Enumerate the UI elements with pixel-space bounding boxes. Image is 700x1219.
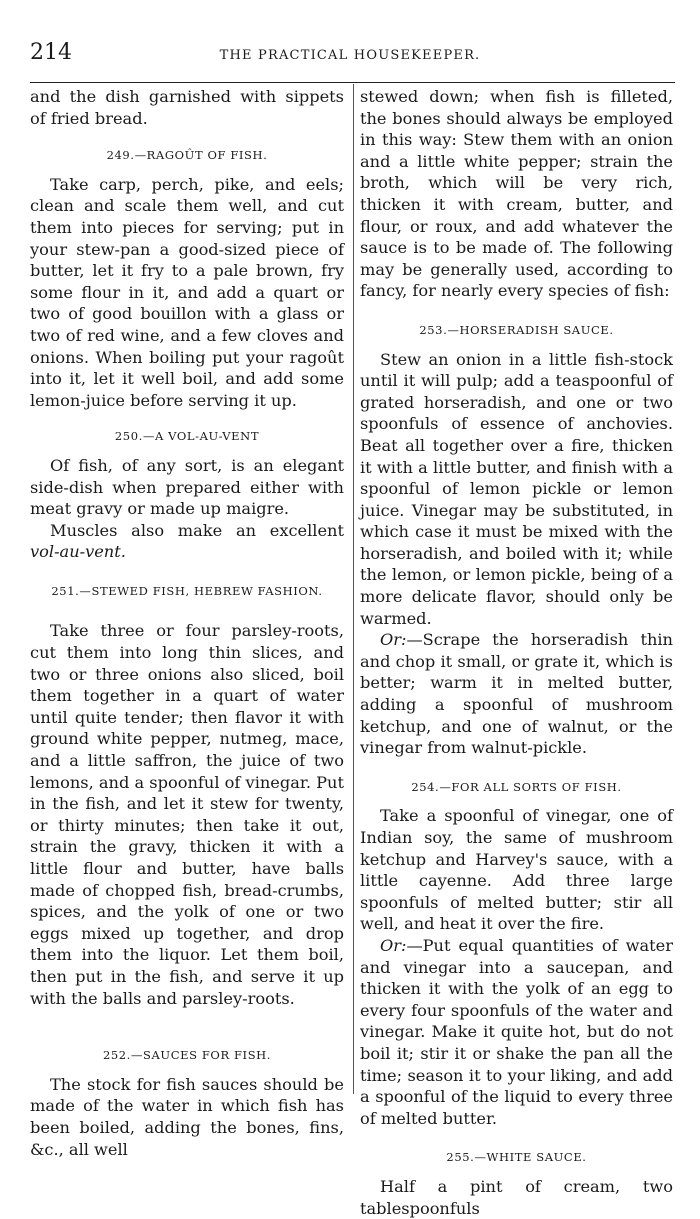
recipe-254-title: 254.—FOR ALL SORTS OF FISH. [411, 779, 622, 794]
page-number: 214 [30, 40, 72, 65]
recipe-253-title: 253.—HORSERADISH SAUCE. [419, 322, 614, 337]
recipe-250-title: 250.—A VOL-AU-VENT [114, 429, 260, 444]
or-label: Or: [380, 935, 407, 955]
left-column [30, 86, 344, 1160]
recipe-253-text: Stew an onion in a little fish-stock until it will pulp; add a teaspoonful of grated horseradish, and one or two spoonfuls of essence of anchovies. Beat all together over a fire, thicken it with a little butter, and finish with a spoonful of lemon pickle or lemon juice. Vinegar may be substituted, in which case it must be mixed with the horseradish, and boiled with it; while the lemon, or lemon pickle, being of a more delicate flavor, should only be warmed. [360, 349, 673, 628]
recipe-255-text: Half a pint of cream, two tablespoonfuls [360, 1176, 673, 1218]
page-header [30, 40, 670, 70]
recipe-252-text: The stock for fish sauces should be made of the water in which fish has been boiled, adding the bones, fins, &c., all well [30, 1074, 344, 1159]
recipe-254-alternative-text: —Put equal quantities of water and vinegar into a saucepan, and thicken it with the yolk of an egg to every four spoonfuls of the water and vinegar. Make it quite hot, but do not boil it; stir it or shake the pan all the time; season it to your liking, and add a spoonful of the liquid to every three of melted butter. [360, 935, 673, 1128]
recipe-249-title: 249.—RAGOÛT OF FISH. [106, 148, 268, 163]
recipe-250-text-2-italic: vol-au-vent. [30, 542, 126, 562]
recipe-255-title: 255.—WHITE SAUCE. [446, 1150, 587, 1165]
header-rule [30, 82, 675, 83]
right-column [360, 86, 673, 1219]
continued-paragraph: and the dish garnished with sippets of fried bread. [30, 87, 344, 128]
recipe-251-text: Take three or four parsley-roots, cut them into long thin slices, and two or three onions also sliced, boil them together in a quart of water until quite tender; then flavor it with ground white pepper, nutmeg, mace, and a little saffron, the juice of two lemons, and a spoonful of vinegar. Put in the fish, and let it stew for twenty, or thirty minutes; then take it out, strain the gravy, thicken it with a little flour and butter, have balls made of chopped fish, bread-crumbs, spices, and the yolk of one or two eggs mixed up together, and drop them into the liquor. Let them boil, then put in the fish, and serve it up with the balls and parsley-roots. [30, 621, 344, 1008]
recipe-250-text: Of fish, of any sort, is an elegant side-dish when prepared either with meat gravy or made up maigre. [30, 455, 344, 519]
recipe-249-text: Take carp, perch, pike, and eels; clean and scale them well, and cut them into pieces for serving; put in your stew-pan a good-sized piece of butter, let it fry to a pale brown, fry some flour in it, and add a quart or two of good bouillon with a glass or two of red wine, and a few cloves and onions. When boiling put your ragoût into it, let it well boil, and add some lemon-juice before serving it up. [30, 174, 344, 410]
recipe-250-text-2 [30, 520, 344, 563]
recipe-251-title: 251.—STEWED FISH, HEBREW FASHION. [51, 583, 323, 598]
recipe-254-text: Take a spoonful of vinegar, one of Indian soy, the same of mushroom ketchup and Harvey's sauce, with a little cayenne. Add three large spoonfuls of melted butter; stir all well, and heat it over the fire. [360, 806, 673, 934]
or-label: Or: [380, 630, 407, 650]
recipe-254-alternative [360, 935, 673, 1129]
recipe-253-alternative [360, 629, 673, 759]
column-divider [353, 84, 354, 1094]
recipe-252-title: 252.—SAUCES FOR FISH. [102, 1048, 272, 1063]
recipe-253-alternative-text: —Scrape the horseradish thin and chop it small, or grate it, which is better; warm it in melted butter, adding a spoonful of mushroom ketchup, and one of walnut, or the vinegar from walnut-pickle. [360, 630, 673, 758]
continued-paragraph: stewed down; when fish is filleted, the bones should always be employed in this way: Stew them with an onion and a little white pepper; strain the broth, which will be very rich, thicken it with cream, butter, and flour, or roux, and add whatever the sauce is to be made of. The following may be generally used, according to fancy, for nearly every species of fish: [360, 87, 673, 301]
running-title: THE PRACTICAL HOUSEKEEPER. [219, 48, 481, 63]
recipe-250-text-2-plain: Muscles also make an excellent [50, 520, 344, 540]
